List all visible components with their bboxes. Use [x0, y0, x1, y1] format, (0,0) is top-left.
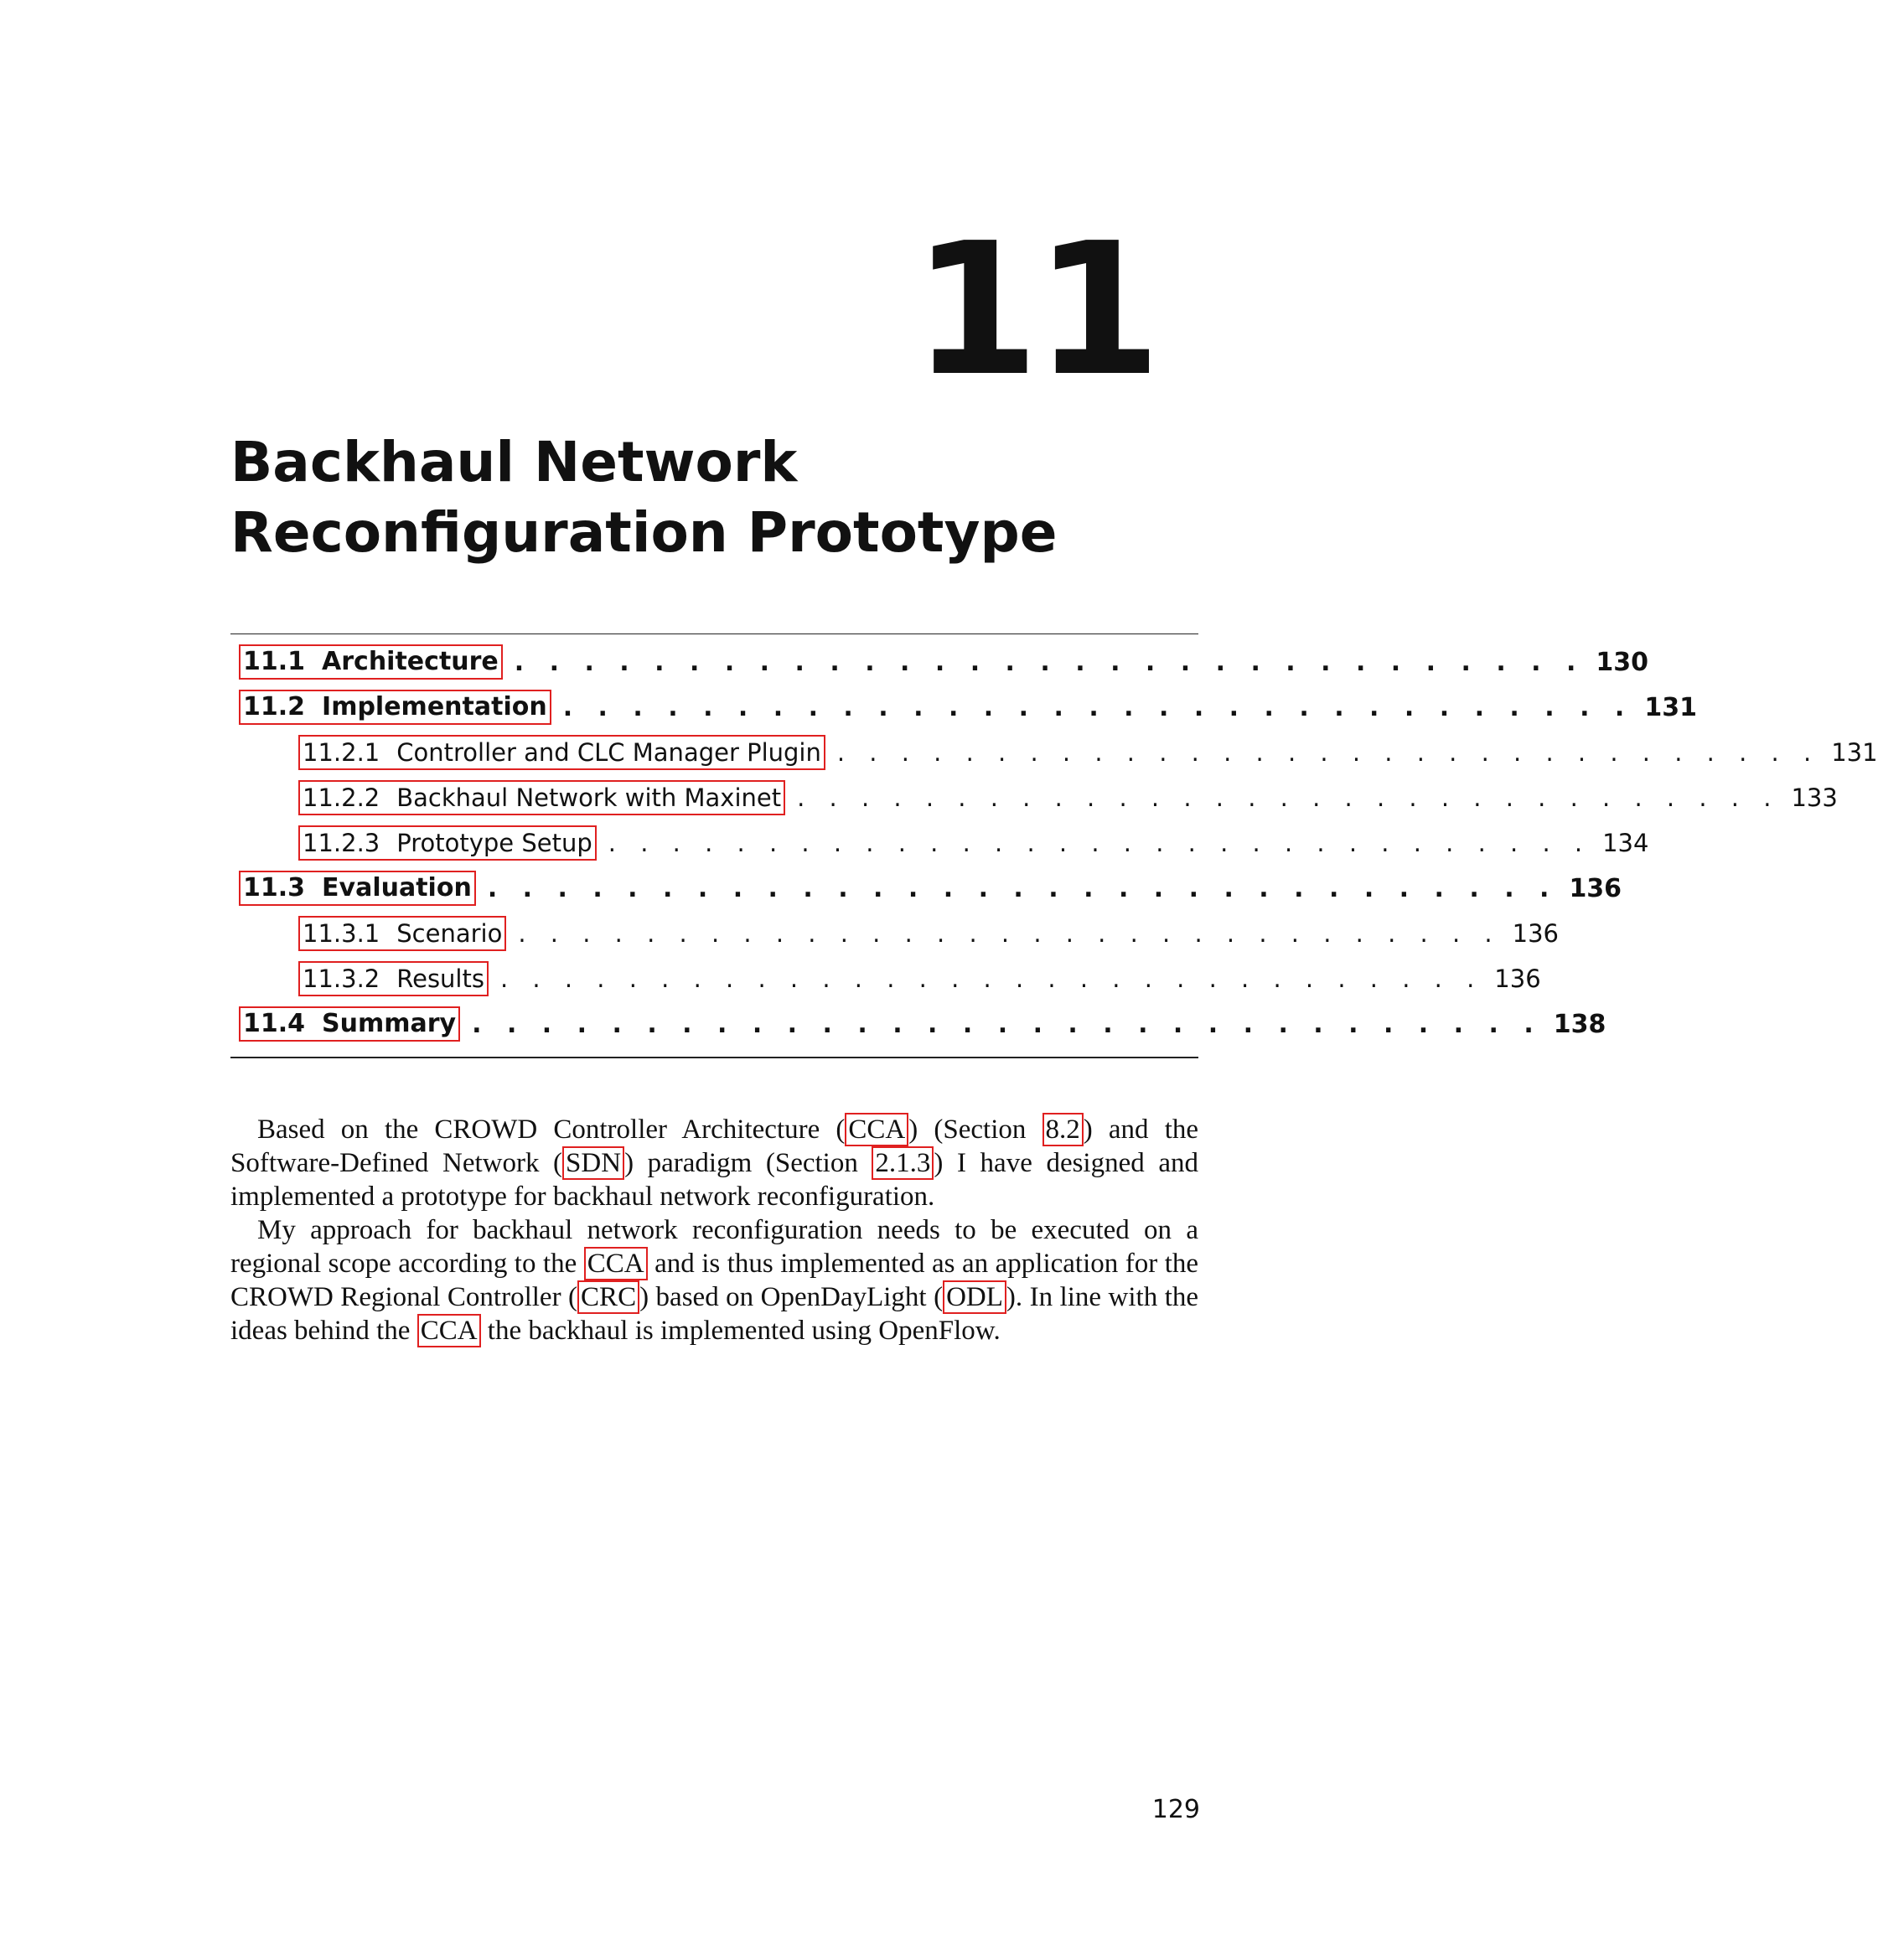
toc-section-number: 11.2.2 [303, 783, 380, 812]
toc-page-number: 136 [1494, 964, 1541, 993]
toc-entry[interactable] [230, 820, 1649, 866]
toc-section-number: 11.2 [243, 692, 306, 721]
table-of-contents [230, 634, 1878, 1058]
toc-section-title: Architecture [322, 647, 499, 676]
toc-leader-dots: . . . . . . . . . . . . . . . . . . . . . . . . . . . . . . . [608, 829, 1591, 857]
page-number: 129 [1151, 1795, 1200, 1824]
toc-leader-dots: . . . . . . . . . . . . . . . . . . . . . . . . . . . . . . . [514, 647, 1585, 677]
acronym-link-crc[interactable]: CRC [577, 1280, 639, 1314]
text-run: Based on the CROWD Controller Architecture ( [257, 1114, 846, 1145]
toc-leader-dots: . . . . . . . . . . . . . . . . . . . . . . . . . . . . . . . [836, 738, 1820, 767]
toc-leader-dots: . . . . . . . . . . . . . . . . . . . . . . . . . . . . . . . [797, 783, 1780, 812]
toc-entry[interactable] [230, 639, 1649, 685]
toc-page-number: 134 [1602, 829, 1649, 857]
toc-entry[interactable] [230, 730, 1878, 775]
acronym-link-odl[interactable]: ODL [943, 1280, 1006, 1314]
toc-page-number: 131 [1831, 738, 1878, 767]
paragraph [230, 1113, 1198, 1213]
toc-link[interactable] [298, 780, 785, 815]
toc-section-number: 11.3 [243, 873, 306, 902]
toc-link[interactable] [239, 871, 476, 906]
toc-leader-dots: . . . . . . . . . . . . . . . . . . . . . . . . . . . . . . . [499, 964, 1483, 993]
acronym-link-cca[interactable]: CCA [584, 1247, 648, 1280]
text-run: ) (Section [908, 1114, 1042, 1145]
toc-page-number: 138 [1553, 1009, 1606, 1039]
toc-page-number: 136 [1512, 919, 1560, 948]
toc-entry[interactable] [230, 1001, 1606, 1047]
toc-link[interactable] [298, 916, 506, 951]
toc-section-number: 11.1 [243, 647, 306, 676]
text-run: ) paradigm (Section [624, 1148, 872, 1178]
toc-section-title: Controller and CLC Manager Plugin [396, 738, 821, 767]
toc-section-title: Results [396, 964, 484, 993]
paragraph [230, 1213, 1198, 1347]
text-run: the backhaul is implemented using OpenFlow. [480, 1316, 1001, 1346]
toc-link[interactable] [239, 644, 503, 680]
toc-page-number: 130 [1596, 647, 1649, 677]
toc-link[interactable] [298, 735, 825, 770]
toc-entry[interactable] [230, 775, 1838, 820]
text-run: and is thus implemented as an application for the CROWD Regional Controller ( [230, 1249, 1199, 1312]
toc-entry[interactable] [230, 866, 1622, 911]
acronym-link-cca[interactable]: CCA [417, 1314, 481, 1347]
toc-link[interactable] [298, 961, 489, 996]
toc-section-title: Evaluation [322, 873, 472, 902]
toc-page-number: 131 [1644, 692, 1697, 722]
toc-section-number: 11.4 [243, 1009, 306, 1038]
toc-section-title: Summary [322, 1009, 457, 1038]
chapter-intro [230, 1113, 1198, 1347]
toc-section-title: Backhaul Network with Maxinet [396, 783, 782, 812]
text-run: ) and the Software-Defined Network ( [230, 1114, 1199, 1178]
acronym-link-cca[interactable]: CCA [845, 1113, 908, 1146]
toc-entry[interactable] [230, 911, 1560, 956]
toc-section-number: 11.3.1 [303, 919, 380, 948]
chapter-number: 11 [912, 204, 1156, 416]
toc-leader-dots: . . . . . . . . . . . . . . . . . . . . . . . . . . . . . . . [472, 1009, 1542, 1039]
toc-leader-dots: . . . . . . . . . . . . . . . . . . . . . . . . . . . . . . . [487, 873, 1558, 903]
toc-page-number: 136 [1569, 873, 1622, 903]
section-link[interactable]: 2.1.3 [872, 1146, 934, 1180]
toc-link[interactable] [239, 690, 551, 725]
toc-section-title: Scenario [396, 919, 503, 948]
toc-page-number: 133 [1791, 783, 1838, 812]
toc-section-title: Implementation [322, 692, 547, 721]
text-run: ). In line with the ideas behind the [230, 1282, 1199, 1346]
toc-section-title: Prototype Setup [396, 829, 592, 857]
section-link[interactable]: 8.2 [1042, 1113, 1084, 1146]
text-run: ) based on OpenDayLight ( [639, 1282, 944, 1312]
toc-entry[interactable] [230, 956, 1541, 1001]
acronym-link-sdn[interactable]: SDN [562, 1146, 624, 1180]
toc-link[interactable] [298, 825, 597, 861]
toc-section-number: 11.2.3 [303, 829, 380, 857]
toc-entry[interactable] [230, 685, 1697, 730]
text-run: My approach for backhaul network reconfiguration needs to be executed on a regional scope according to the [230, 1215, 1198, 1279]
toc-section-number: 11.2.1 [303, 738, 380, 767]
chapter-title: Backhaul Network Reconfiguration Prototype [230, 430, 1058, 565]
toc-leader-dots: . . . . . . . . . . . . . . . . . . . . . . . . . . . . . . . [562, 692, 1633, 722]
toc-link[interactable] [239, 1006, 460, 1042]
toc-section-number: 11.3.2 [303, 964, 380, 993]
toc-leader-dots: . . . . . . . . . . . . . . . . . . . . . . . . . . . . . . . [518, 919, 1501, 948]
text-run: ) I have designed and implemented a prototype for backhaul network reconfiguration. [230, 1148, 1198, 1212]
